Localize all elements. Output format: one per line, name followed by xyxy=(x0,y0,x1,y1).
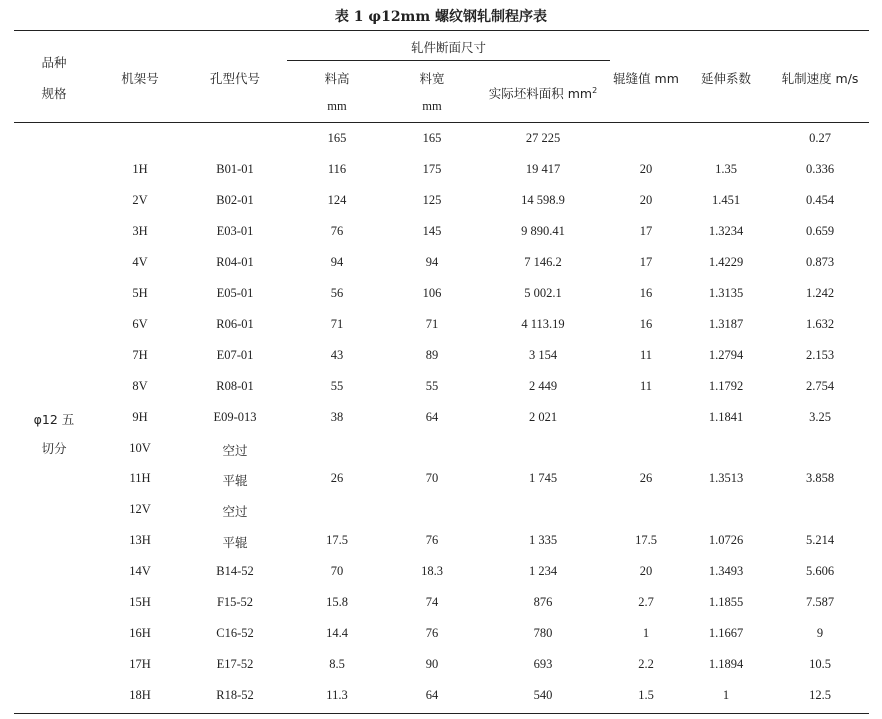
cell-gap: 26 xyxy=(639,471,653,485)
cell-area: 5 002.1 xyxy=(524,286,562,300)
cell-height: 38 xyxy=(330,410,344,424)
cell-pass: E07-01 xyxy=(216,348,254,362)
cell-pass: B14-52 xyxy=(216,564,254,578)
cell-speed: 1.632 xyxy=(805,317,835,331)
cell-width: 55 xyxy=(425,379,439,393)
spec-line2: 切分 xyxy=(41,441,67,456)
cell-width: 90 xyxy=(425,657,439,671)
cell-width: 70 xyxy=(425,471,439,485)
cell-stand: 9H xyxy=(132,410,148,424)
cell-gap: 11 xyxy=(639,379,653,393)
cell-height: 94 xyxy=(330,255,344,269)
cell-speed: 0.454 xyxy=(805,193,835,207)
cell-area: 540 xyxy=(533,688,553,702)
header-variety-line2: 规格 xyxy=(41,86,67,101)
cell-stand: 3H xyxy=(132,224,148,238)
cell-area: 9 890.41 xyxy=(521,224,565,238)
cell-speed: 0.873 xyxy=(805,255,835,269)
cell-pass: C16-52 xyxy=(216,626,254,640)
cell-pass: E03-01 xyxy=(216,224,254,238)
cell-pass: F15-52 xyxy=(216,595,254,609)
cell-width: 76 xyxy=(425,533,439,547)
header-width-line2: mm xyxy=(422,99,442,113)
cell-gap: 2.7 xyxy=(638,595,654,609)
top-rule xyxy=(14,30,869,31)
cell-area: 2 449 xyxy=(528,379,558,393)
cell-width: 18.3 xyxy=(421,564,443,578)
cell-height: 43 xyxy=(330,348,344,362)
cell-stand: 2V xyxy=(132,193,148,207)
cell-width: 145 xyxy=(422,224,442,238)
cell-speed: 7.587 xyxy=(805,595,835,609)
cell-speed: 9 xyxy=(816,626,824,640)
cell-pass: 平辊 xyxy=(222,473,248,488)
header-gap: 辊缝值 mm xyxy=(613,71,679,86)
cell-gap: 1 xyxy=(642,626,650,640)
cell-elong: 1.1667 xyxy=(708,626,744,640)
cell-elong: 1.1894 xyxy=(708,657,744,671)
cell-elong: 1.1792 xyxy=(708,379,744,393)
cell-height: 165 xyxy=(327,131,347,145)
header-stand: 机架号 xyxy=(121,71,159,86)
cell-pass: R04-01 xyxy=(216,255,254,269)
cell-elong: 1.4229 xyxy=(708,255,744,269)
cell-elong: 1.3135 xyxy=(708,286,744,300)
header-speed: 轧制速度 m/s xyxy=(781,71,859,86)
cell-height: 15.8 xyxy=(326,595,348,609)
cell-area: 1 745 xyxy=(528,471,558,485)
cell-elong: 1.3187 xyxy=(708,317,744,331)
header-area xyxy=(478,84,608,102)
header-width-line1: 料宽 xyxy=(419,71,445,86)
cell-stand: 12V xyxy=(129,502,151,516)
header-bottom-rule xyxy=(14,122,869,123)
cell-speed: 0.336 xyxy=(805,162,835,176)
cell-elong: 1.1855 xyxy=(708,595,744,609)
bottom-rule xyxy=(14,713,869,714)
cell-width: 106 xyxy=(422,286,442,300)
cell-stand: 8V xyxy=(132,379,148,393)
cell-area: 876 xyxy=(533,595,553,609)
cell-gap: 20 xyxy=(639,193,653,207)
cell-stand: 11H xyxy=(129,471,151,485)
cell-gap: 2.2 xyxy=(638,657,654,671)
cell-gap: 1.5 xyxy=(638,688,654,702)
cell-width: 89 xyxy=(425,348,439,362)
header-variety-line1: 品种 xyxy=(41,55,67,70)
cell-area: 780 xyxy=(533,626,553,640)
cell-width: 76 xyxy=(425,626,439,640)
cell-height: 14.4 xyxy=(326,626,348,640)
header-area-sup: 2 xyxy=(592,85,598,95)
cell-speed: 12.5 xyxy=(809,688,831,702)
cell-speed: 1.242 xyxy=(805,286,835,300)
cell-area: 7 146.2 xyxy=(524,255,562,269)
cell-elong: 1.1841 xyxy=(708,410,744,424)
cell-elong: 1.3493 xyxy=(708,564,744,578)
cell-pass: 空过 xyxy=(222,504,248,519)
cell-width: 125 xyxy=(422,193,442,207)
cell-height: 8.5 xyxy=(329,657,345,671)
cell-height: 55 xyxy=(330,379,344,393)
cell-elong: 1.0726 xyxy=(708,533,744,547)
cell-pass: 平辊 xyxy=(222,535,248,550)
cell-stand: 6V xyxy=(132,317,148,331)
header-height-line1: 料高 xyxy=(324,71,350,86)
cell-speed: 3.858 xyxy=(805,471,835,485)
cell-speed: 5.606 xyxy=(805,564,835,578)
cell-width: 64 xyxy=(425,688,439,702)
header-section-group: 轧件断面尺寸 xyxy=(410,40,486,55)
cell-width: 74 xyxy=(425,595,439,609)
cell-width: 165 xyxy=(422,131,442,145)
cell-width: 71 xyxy=(425,317,439,331)
cell-height: 71 xyxy=(330,317,344,331)
cell-area: 14 598.9 xyxy=(521,193,565,207)
table-title: 表 1 φ12mm 螺纹钢轧制程序表 xyxy=(334,9,548,25)
cell-speed: 0.27 xyxy=(809,131,831,145)
cell-pass: B02-01 xyxy=(216,193,254,207)
cell-pass: R08-01 xyxy=(216,379,254,393)
cell-width: 175 xyxy=(422,162,442,176)
cell-gap: 20 xyxy=(639,162,653,176)
cell-area: 27 225 xyxy=(525,131,561,145)
section-group-underline xyxy=(287,60,610,61)
cell-height: 11.3 xyxy=(326,688,348,702)
cell-speed: 0.659 xyxy=(805,224,835,238)
header-pass: 孔型代号 xyxy=(209,71,260,86)
cell-speed: 2.754 xyxy=(805,379,835,393)
cell-area: 2 021 xyxy=(528,410,558,424)
cell-pass: B01-01 xyxy=(216,162,254,176)
cell-stand: 13H xyxy=(129,533,151,547)
cell-stand: 17H xyxy=(129,657,151,671)
cell-pass: E17-52 xyxy=(216,657,254,671)
cell-speed: 5.214 xyxy=(805,533,835,547)
cell-height: 76 xyxy=(330,224,344,238)
cell-area: 693 xyxy=(533,657,553,671)
cell-stand: 18H xyxy=(129,688,151,702)
cell-width: 64 xyxy=(425,410,439,424)
cell-area: 1 234 xyxy=(528,564,558,578)
cell-gap: 17 xyxy=(639,224,653,238)
spec-line1: φ12 五 xyxy=(33,412,75,427)
cell-elong: 1.35 xyxy=(715,162,737,176)
cell-pass: R18-52 xyxy=(216,688,254,702)
cell-pass: R06-01 xyxy=(216,317,254,331)
cell-stand: 4V xyxy=(132,255,148,269)
cell-stand: 1H xyxy=(132,162,148,176)
header-elong: 延伸系数 xyxy=(700,71,751,86)
cell-width: 94 xyxy=(425,255,439,269)
cell-gap: 11 xyxy=(639,348,653,362)
cell-pass: 空过 xyxy=(222,443,248,458)
cell-gap: 17 xyxy=(639,255,653,269)
cell-speed: 3.25 xyxy=(809,410,831,424)
cell-stand: 16H xyxy=(129,626,151,640)
cell-height: 70 xyxy=(330,564,344,578)
cell-height: 116 xyxy=(327,162,347,176)
cell-height: 17.5 xyxy=(326,533,348,547)
cell-stand: 10V xyxy=(129,441,151,455)
header-area-text: 实际坯料面积 mm xyxy=(488,86,593,101)
cell-gap: 16 xyxy=(639,286,653,300)
cell-gap: 20 xyxy=(639,564,653,578)
cell-elong: 1.451 xyxy=(711,193,741,207)
cell-height: 26 xyxy=(330,471,344,485)
header-height-line2: mm xyxy=(327,99,347,113)
cell-area: 19 417 xyxy=(525,162,561,176)
cell-elong: 1.3234 xyxy=(708,224,744,238)
cell-speed: 2.153 xyxy=(805,348,835,362)
cell-gap: 16 xyxy=(639,317,653,331)
cell-stand: 7H xyxy=(132,348,148,362)
cell-height: 56 xyxy=(330,286,344,300)
cell-elong: 1.3513 xyxy=(708,471,744,485)
cell-stand: 15H xyxy=(129,595,151,609)
cell-pass: E09-013 xyxy=(213,410,257,424)
cell-area: 1 335 xyxy=(528,533,558,547)
cell-elong: 1 xyxy=(722,688,730,702)
cell-area: 4 113.19 xyxy=(521,317,565,331)
cell-stand: 14V xyxy=(129,564,151,578)
cell-stand: 5H xyxy=(132,286,148,300)
cell-pass: E05-01 xyxy=(216,286,254,300)
cell-height: 124 xyxy=(327,193,347,207)
cell-elong: 1.2794 xyxy=(708,348,744,362)
cell-gap: 17.5 xyxy=(635,533,657,547)
cell-area: 3 154 xyxy=(528,348,558,362)
cell-speed: 10.5 xyxy=(809,657,831,671)
